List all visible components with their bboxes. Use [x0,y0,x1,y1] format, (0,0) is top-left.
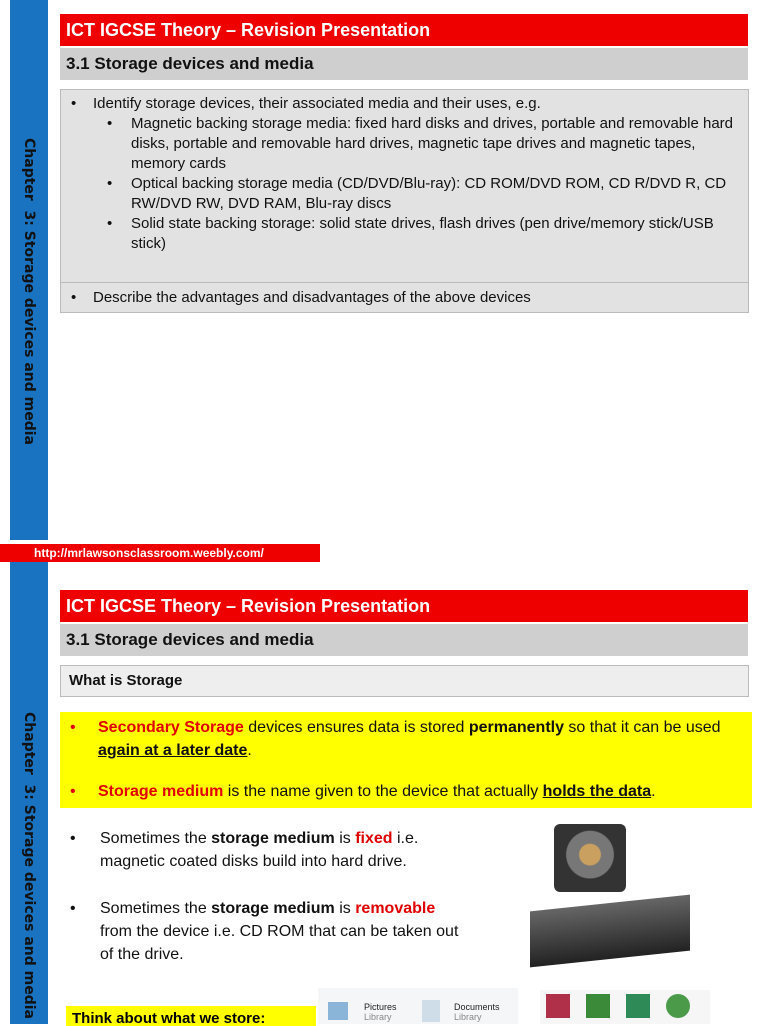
sub-objective: • Solid state backing storage: solid state drives, flash drives (pen drive/memory stick/USB stick) [61,214,748,254]
sub-objective: • Magnetic backing storage media: fixed hard disks and drives, portable and removable hard disks, portable and removable hard drives, magnetic tape drives and magnetic tapes, memory cards [61,114,748,174]
slide-subtitle: 3.1 Storage devices and media [60,624,748,656]
cd-drive-image [530,895,690,968]
website-link[interactable]: http://mrlawsonsclassroom.weebly.com/ [0,544,320,562]
section-heading: What is Storage [60,665,749,697]
definition-secondary: Secondary Storage devices ensures data is stored permanently so that it can be used again at a later date. [98,719,721,759]
documents-icon [422,1000,440,1022]
slide-title: ICT IGCSE Theory – Revision Presentation [60,14,748,46]
publisher-icon [666,994,690,1018]
objective: • Describe the advantages and disadvantages of the above devices [61,283,748,308]
project-icon [626,994,650,1018]
library-icons [318,988,518,1024]
office-icons [540,990,710,1024]
think-box: Think about what we store: [66,1006,316,1026]
slide-title: ICT IGCSE Theory – Revision Presentation [60,590,748,622]
definition-box: • Secondary Storage devices ensures data is stored permanently so that it can be used again at a later date. • Storage medium is the name given to the device that actually holds the data. [60,712,752,808]
removable-medium-point: • Sometimes the storage medium is removable from the device i.e. CD ROM that can be taken out of the drive. [70,900,459,963]
chapter-label: Chapter 3: Storage devices and media [21,138,37,446]
sub-objective: • Optical backing storage media (CD/DVD/Blu-ray): CD ROM/DVD ROM, CD R/DVD R, CD RW/DVD RW, DVD RAM, Blu-ray discs [61,174,748,214]
definition-medium: Storage medium is the name given to the device that actually holds the data. [98,783,656,800]
objectives-box [60,89,749,313]
documents-library[interactable]: Documents Library [454,1002,500,1022]
hard-drive-image [554,824,626,892]
objective: • Identify storage devices, their associated media and their uses, e.g. [61,94,748,114]
pictures-icon [328,1002,348,1020]
chapter-label: Chapter 3: Storage devices and media [21,712,37,1020]
access-icon [546,994,570,1018]
excel-icon [586,994,610,1018]
fixed-medium-point: • Sometimes the storage medium is fixed i.e. magnetic coated disks build into hard drive. [70,830,419,870]
pictures-library[interactable]: Pictures Library [364,1002,397,1022]
slide-subtitle: 3.1 Storage devices and media [60,48,748,80]
